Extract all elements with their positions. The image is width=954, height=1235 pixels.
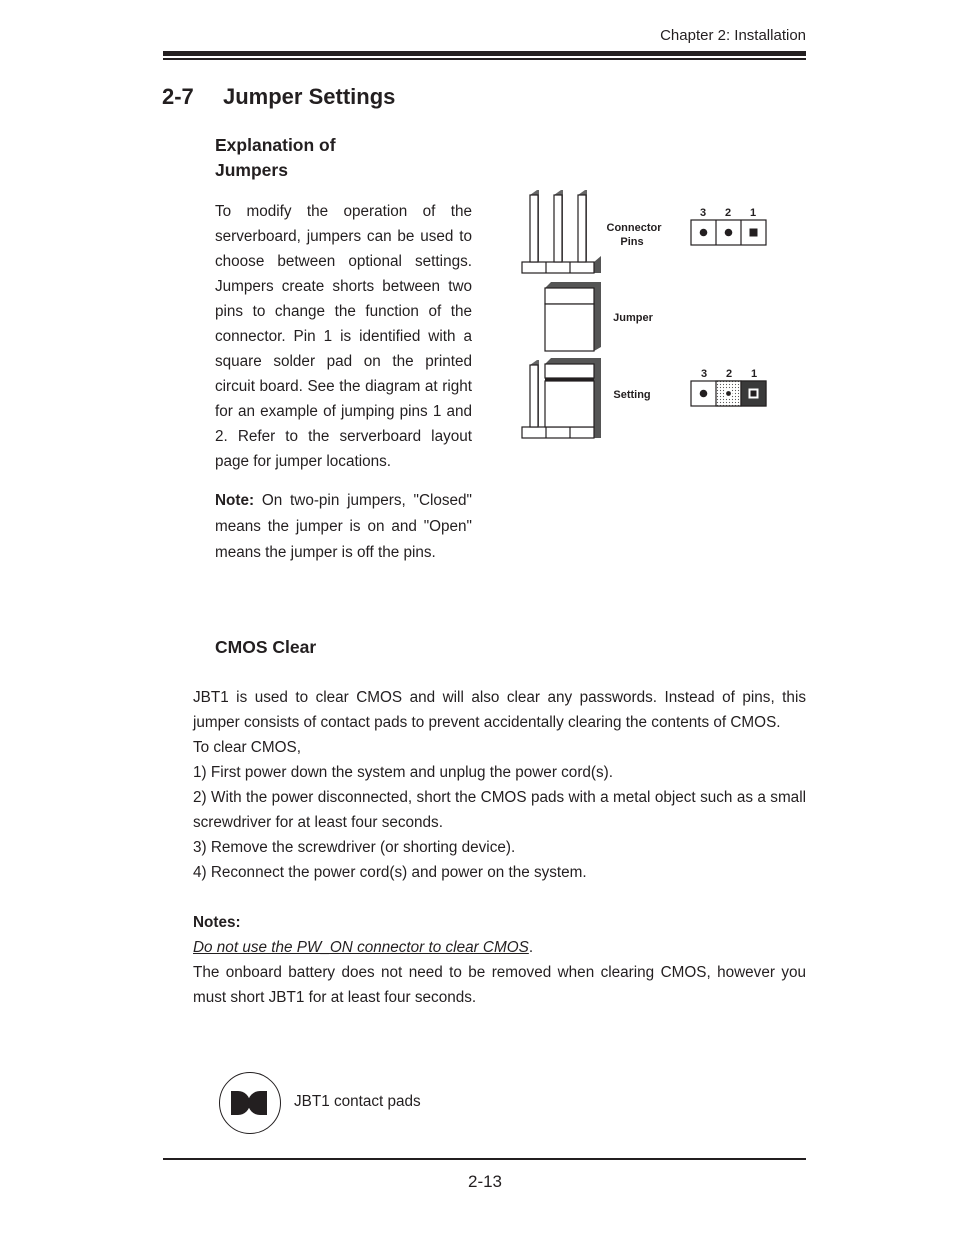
- explanation-paragraph: [215, 199, 472, 474]
- jumper-label: Jumper: [613, 312, 653, 324]
- pin-number-2: 2: [724, 207, 732, 219]
- cmos-step: 3) Remove the screwdriver (or shorting device).: [193, 839, 516, 856]
- jbt1-contact-pads-icon: [219, 1072, 281, 1134]
- connector-label-line1: Connector: [606, 222, 662, 234]
- page-number: 2-13: [467, 1172, 503, 1191]
- cmos-intro: JBT1 is used to clear CMOS and will also clear any passwords. Instead of pins, this jumper consists of contact pads to prevent accidentally clearing the contents of CMOS.: [193, 689, 806, 731]
- pin-number-3: 3: [699, 207, 707, 219]
- note-text: On two-pin jumpers, "Closed" means the jumper is on and "Open" means the jumper is off the pins.: [215, 492, 472, 561]
- note-label: Note:: [215, 492, 255, 509]
- section-number: 2-7: [162, 84, 194, 109]
- section-title: [162, 84, 395, 110]
- explanation-heading-line1: Explanation of: [215, 135, 336, 155]
- notes-warning: Do not use the PW_ON connector to clear CMOS: [193, 939, 529, 956]
- cmos-to-clear: To clear CMOS,: [193, 739, 301, 756]
- cmos-heading: CMOS Clear: [215, 637, 317, 657]
- jumper-diagram: [515, 185, 805, 445]
- notes-warning-line: [193, 935, 806, 960]
- cmos-body: [193, 685, 806, 1010]
- setting-label: Setting: [613, 389, 651, 401]
- spacer: [193, 885, 806, 910]
- header-rule-thin: [163, 58, 806, 60]
- connector-label-line2: Pins: [620, 236, 644, 248]
- setting-drawing: [522, 358, 601, 438]
- footer-rule: [163, 1158, 806, 1160]
- cmos-step: 4) Reconnect the power cord(s) and power on the system.: [193, 864, 587, 881]
- header-rule-thick: [163, 51, 806, 56]
- cmos-step: 1) First power down the system and unplug the power cord(s).: [193, 764, 614, 781]
- notes-warning-suffix: .: [528, 939, 534, 956]
- pin-number-1: 1: [750, 368, 758, 380]
- pin-number-3: 3: [700, 368, 708, 380]
- notes-label: Notes:: [193, 914, 241, 931]
- pin-header-jumped: [691, 368, 766, 406]
- pin-header-open: [691, 207, 766, 245]
- cmos-step: 2) With the power disconnected, short the CMOS pads with a metal object such as a small screwdriver for at least four seconds.: [193, 789, 806, 831]
- explanation-note: [215, 488, 472, 566]
- explanation-heading-line2: Jumpers: [215, 160, 288, 180]
- pin-number-2: 2: [725, 368, 733, 380]
- notes-text: The onboard battery does not need to be removed when clearing CMOS, however you must short JBT1 for at least four seconds.: [193, 964, 806, 1006]
- jbt1-pads-label: JBT1 contact pads: [294, 1093, 421, 1110]
- connector-pins-drawing: [522, 190, 601, 273]
- chapter-header: Chapter 2: Installation: [660, 27, 806, 44]
- explanation-text: To modify the operation of the serverboard, jumpers can be used to choose between optional settings. Jumpers create shorts between two pins to change the function of the connector. Pin 1 is identified with a square solder pad on the printed circuit board. See the diagram at right for an example of jumping pins 1 and 2. Refer to the serverboard layout page for jumper locations.: [215, 203, 472, 470]
- section-title-text: Jumper Settings: [223, 84, 396, 109]
- pin-number-1: 1: [749, 207, 757, 219]
- jumper-cap-drawing: [545, 282, 601, 351]
- explanation-heading: [215, 133, 435, 183]
